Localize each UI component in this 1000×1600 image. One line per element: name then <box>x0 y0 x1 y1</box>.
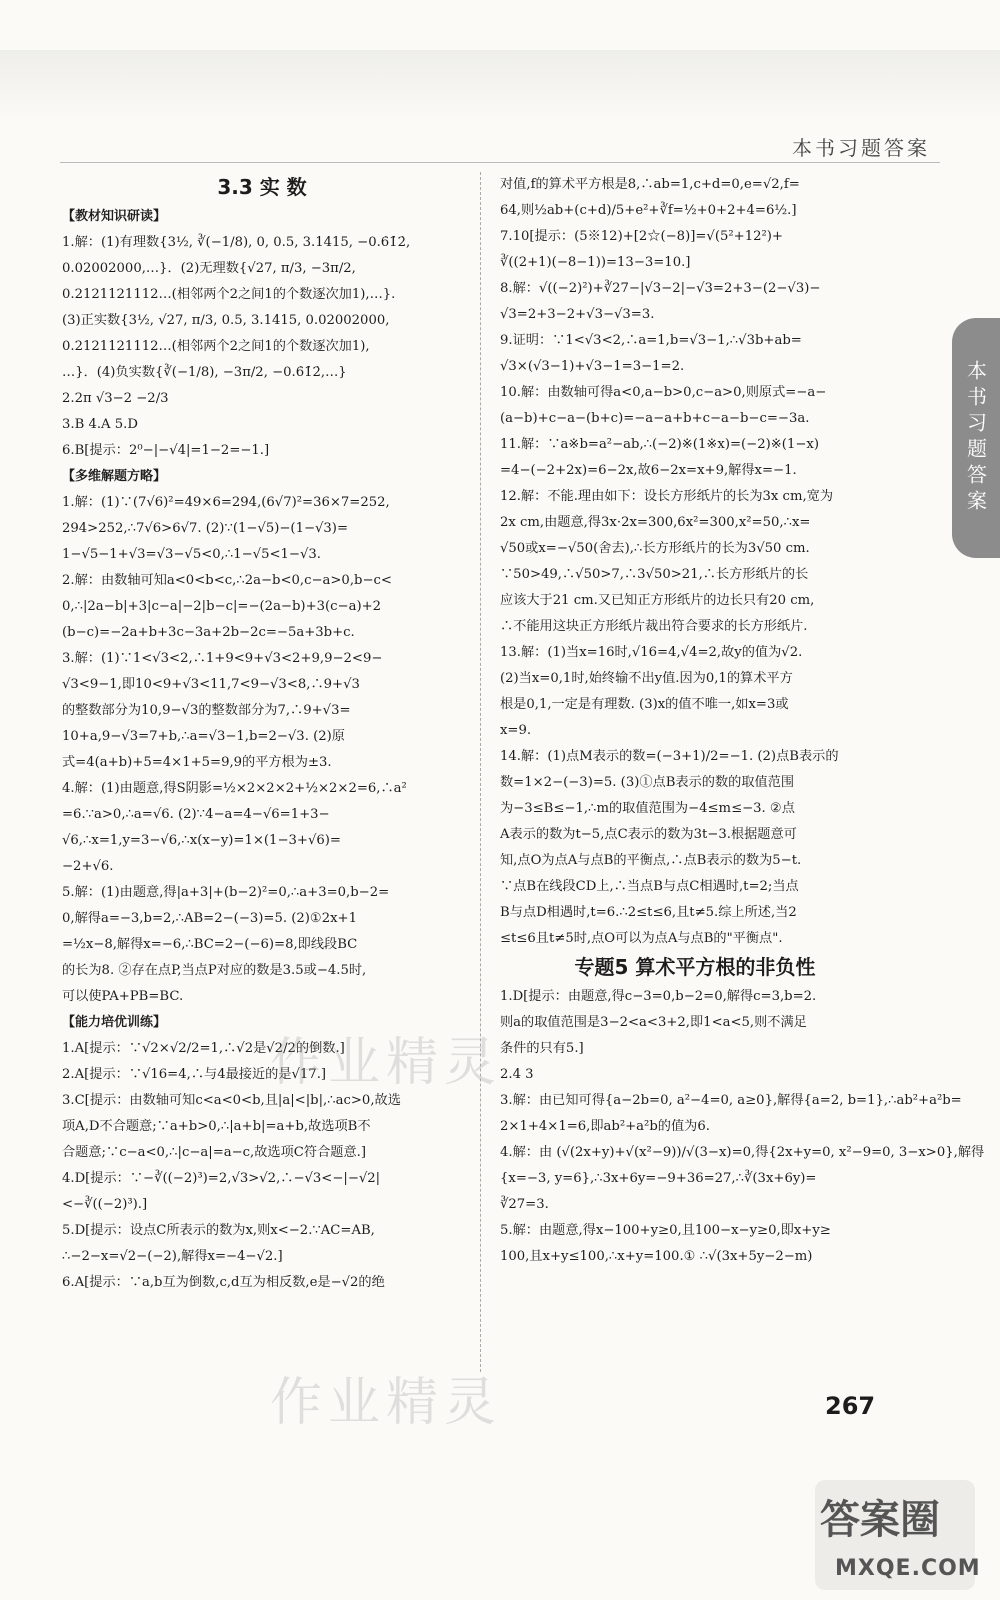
answer-line: −2+√6. <box>62 859 114 874</box>
running-header: 本书习题答案 <box>792 136 930 160</box>
answer-line: 2x cm,由题意,得3x·2x=300,6x²=300,x²=50,∴x= <box>500 515 811 530</box>
answer-line: <−∛((−2)³).] <box>62 1197 148 1212</box>
answer-line: ∴−2−x=√2−(−2),解得x=−4−√2.] <box>62 1249 283 1264</box>
answer-line: √6,∴x=1,y=3−√6,∴x(x−y)=1×(1−3+√6)= <box>62 833 341 848</box>
answer-line: 11.解：∵a※b=a²−ab,∴(−2)※(1※x)=(−2)※(1−x) <box>500 437 819 452</box>
left-column <box>62 172 462 1296</box>
watermark: 作业精灵 <box>270 1033 503 1093</box>
answer-line: 3.解：由已知可得{a−2b=0, a²−4=0, a≥0},解得{a=2, b=1},∴ab²+a²b= <box>500 1093 962 1108</box>
right-lines-b <box>500 984 985 1270</box>
answer-line: √3<9−1,即10<9+√3<11,7<9−√3<8,∴9+√3 <box>62 677 360 692</box>
answer-line: 14.解：(1)点M表示的数=(−3+1)/2=−1. (2)点B表示的 <box>500 749 839 764</box>
answer-line: 条件的只有5.] <box>500 1041 584 1056</box>
answer-line: √50或x=−√50(舍去),∴长方形纸片的长为3√50 cm. <box>500 541 810 556</box>
answer-line: 2×1+4×1=6,即ab²+a²b的值为6. <box>500 1119 710 1134</box>
answer-line: 0.02002000,…}．(2)无理数{√27, π/3, −3π/2, <box>62 261 356 276</box>
left-lines <box>62 204 462 1296</box>
answer-line: 0,∴|2a−b|+3|c−a|−2|b−c|=−(2a−b)+3(c−a)+2 <box>62 599 382 614</box>
top-shade <box>0 50 1000 120</box>
answer-line: 6.B[提示：2⁰−|−√4|=1−2=−1.] <box>62 443 270 458</box>
answer-line: 3.C[提示：由数轴可知c<a<0<b,且|a|<|b|,∴ac>0,故选 <box>62 1093 401 1108</box>
answer-line: 对值,f的算术平方根是8,∴ab=1,c+d=0,e=√2,f= <box>500 177 800 192</box>
answer-line: 项A,D不合题意;∵a+b>0,∴|a+b|=a+b,故选项B不 <box>62 1119 371 1134</box>
subsection-heading: 【教材知识研读】 <box>62 209 167 224</box>
answer-line: 10+a,9−√3=7+b,∴a=√3−1,b=2−√3. (2)原 <box>62 729 345 744</box>
answer-line: ∵50>49,∴√50>7,∴3√50>21,∴长方形纸片的长 <box>500 567 809 582</box>
answer-line: 2.2π √3−2 −2/3 <box>62 391 169 406</box>
section-title: 3.3 实 数 <box>217 175 307 199</box>
answer-line: 根是0,1,一定是有理数. (3)x的值不唯一,如x=3或 <box>500 697 789 712</box>
answer-line: 式=4(a+b)+5=4×1+5=9,9的平方根为±3. <box>62 755 332 770</box>
answer-line: 64,则½ab+(c+d)/5+e²+∛f=½+0+2+4=6½.] <box>500 203 797 218</box>
answer-line: 3.B 4.A 5.D <box>62 417 138 432</box>
answer-line: 数=1×2−(−3)=5. (3)①点B表示的数的取值范围 <box>500 775 795 790</box>
subsection-heading: 【多维解题方略】 <box>62 469 167 484</box>
answer-line: 5.解：由题意,得x−100+y≥0,且100−x−y≥0,即x+y≥ <box>500 1223 831 1238</box>
answer-line: 2.4 3 <box>500 1067 534 1082</box>
answer-line: =4−(−2+2x)=6−2x,故6−2x=x+9,解得x=−1. <box>500 463 797 478</box>
answer-line: 10.解：由数轴可得a<0,a−b>0,c−a>0,则原式=−a− <box>500 385 827 400</box>
answer-line: =½x−8,解得x=−6,∴BC=2−(−6)=8,即线段BC <box>62 937 358 952</box>
answer-line: 2.A[提示：∵√16=4,∴与4最接近的是√17.] <box>62 1067 327 1082</box>
answer-line: 4.解：(1)由题意,得S阴影=½×2×2×2+½×2×2=6,∴a² <box>62 781 407 796</box>
column-divider <box>480 172 481 1372</box>
answer-line: √3=2+3−2+√3−√3=3. <box>500 307 655 322</box>
answer-line: 4.解：由 (√(2x+y)+√(x²−9))/√(3−x)=0,得{2x+y=0, x²−9=0, 3−x>0},解得 <box>500 1145 985 1160</box>
answer-line: 则a的取值范围是3−2<a<3+2,即1<a<5,则不满足 <box>500 1015 807 1030</box>
side-tab: 本书习题答案 <box>952 318 1000 558</box>
answer-line: 5.解：(1)由题意,得|a+3|+(b−2)²=0,∴a+3=0,b−2= <box>62 885 390 900</box>
answer-line: (2)当x=0,1时,始终输不出y值.因为0,1的算术平方 <box>500 671 793 686</box>
answer-line: 可以使PA+PB=BC. <box>62 989 184 1004</box>
answer-line: 1.D[提示：由题意,得c−3=0,b−2=0,解得c=3,b=2. <box>500 989 817 1004</box>
answer-line: 知,点O为点A与点B的平衡点,∴点B表示的数为5−t. <box>500 853 802 868</box>
answer-line: 9.证明：∵1<√3<2,∴a=1,b=√3−1,∴√3b+ab= <box>500 333 802 348</box>
answer-line: …}．(4)负实数{∛(−1/8), −3π/2, −0.6̇1̇2̇,…} <box>62 365 347 380</box>
answer-line: B与点D相遇时,t=6.∴2≤t≤6,且t≠5.综上所述,当2 <box>500 905 797 920</box>
answer-line: 100,且x+y≤100,∴x+y=100.① ∴√(3x+5y−2−m) <box>500 1249 813 1264</box>
answer-line: 的整数部分为10,9−√3的整数部分为7,∴9+√3= <box>62 703 351 718</box>
answer-line: √3×(√3−1)+√3−1=3−1=2. <box>500 359 685 374</box>
answer-line: 为−3≤B≤−1,∴m的取值范围为−4≤m≤−3. ②点 <box>500 801 795 816</box>
subsection-heading: 【能力培优训练】 <box>62 1015 167 1030</box>
answer-line: (b−c)=−2a+b+3c−3a+2b−2c=−5a+3b+c. <box>62 625 355 640</box>
answer-line: 0,解得a=−3,b=2,∴AB=2−(−3)=5. (2)①2x+1 <box>62 911 357 926</box>
answer-line: {x=−3, y=6},∴3x+6y=−9+36=27,∴∛(3x+6y)= <box>500 1171 817 1186</box>
answer-line: 0.2121121112…(相邻两个2之间1的个数逐次加1), <box>62 339 370 354</box>
answer-line: 8.解：√((−2)²)+∛27−|√3−2|−√3=2+3−(2−√3)− <box>500 281 821 296</box>
answer-line: 0.2121121112…(相邻两个2之间1的个数逐次加1),…}. <box>62 287 396 302</box>
answer-line: 12.解：不能.理由如下：设长方形纸片的长为3x cm,宽为 <box>500 489 834 504</box>
answer-line: ∛((2+1)(−8−1))=13−3=10.] <box>500 255 691 270</box>
answer-line: =6.∵a>0,∴a=√6. (2)∵4−a=4−√6=1+3− <box>62 807 330 822</box>
answer-line: 2.解：由数轴可知a<0<b<c,∴2a−b<0,c−a>0,b−c< <box>62 573 392 588</box>
answer-line: 的长为8. ②存在点P,当点P对应的数是3.5或−4.5时, <box>62 963 367 978</box>
answer-line: 7.10[提示：(5※12)+[2☆(−8)]=√(5²+12²)+ <box>500 229 783 244</box>
answer-line: A表示的数为t−5,点C表示的数为3t−3.根据题意可 <box>500 827 797 842</box>
section-title-topic5: 专题5 算术平方根的非负性 <box>574 955 816 979</box>
answer-line: (3)正实数{3½, √27, π/3, 0.5, 3.1415, 0.02002000, <box>62 313 390 328</box>
answer-line: ∵点B在线段CD上,∴当点B与点C相遇时,t=2;当点 <box>500 879 799 894</box>
answer-line: 3.解：(1)∵1<√3<2,∴1+9<9+√3<2+9,9−2<9− <box>62 651 383 666</box>
header-rule <box>60 162 940 163</box>
answer-line: ∛27=3. <box>500 1197 549 1212</box>
answer-line: 1−√5−1+√3=√3−√5<0,∴1−√5<1−√3. <box>62 547 321 562</box>
answer-line: 4.D[提示：∵−∛((−2)³)=2,√3>√2,∴−√3<−|−√2| <box>62 1171 381 1186</box>
answer-line: 294>252,∴7√6>6√7. (2)∵(1−√5)−(1−√3)= <box>62 521 348 536</box>
right-lines-a <box>500 172 890 952</box>
answer-line: 5.D[提示：设点C所表示的数为x,则x<−2.∵AC=AB, <box>62 1223 375 1238</box>
watermark: 作业精灵 <box>270 1373 503 1433</box>
answer-line: (a−b)+c−a−(b+c)=−a−a+b+c−a−b−c=−3a. <box>500 411 810 426</box>
answer-line: 合题意;∵c−a<0,∴|c−a|=a−c,故选项C符合题意.] <box>62 1145 366 1160</box>
answer-line: 应该大于21 cm.又已知正方形纸片的边长只有20 cm, <box>500 593 815 608</box>
answer-line: 1.A[提示：∵√2×√2/2=1,∴√2是√2/2的倒数.] <box>62 1041 345 1056</box>
answer-line: x=9. <box>500 723 532 738</box>
page-number: 267 <box>825 1392 876 1420</box>
answer-line: 6.A[提示：∵a,b互为倒数,c,d互为相反数,e是−√2的绝 <box>62 1275 385 1290</box>
logo-text: 答案圈 <box>820 1497 940 1543</box>
answer-line: 1.解：(1)有理数{3½, ∛(−1/8), 0, 0.5, 3.1415, −0.6̇1̇2̇, <box>62 235 411 250</box>
answer-line: ≤t≤6且t≠5时,点O可以为点A与点B的"平衡点". <box>500 931 783 946</box>
answer-line: 1.解：(1)∵(7√6)²=49×6=294,(6√7)²=36×7=252, <box>62 495 390 510</box>
answer-line: ∴不能用这块正方形纸片裁出符合要求的长方形纸片. <box>500 619 808 634</box>
answer-line: 13.解：(1)当x=16时,√16=4,√4=2,故y的值为√2. <box>500 645 803 660</box>
logo-url: MXQE.COM <box>835 1556 981 1581</box>
